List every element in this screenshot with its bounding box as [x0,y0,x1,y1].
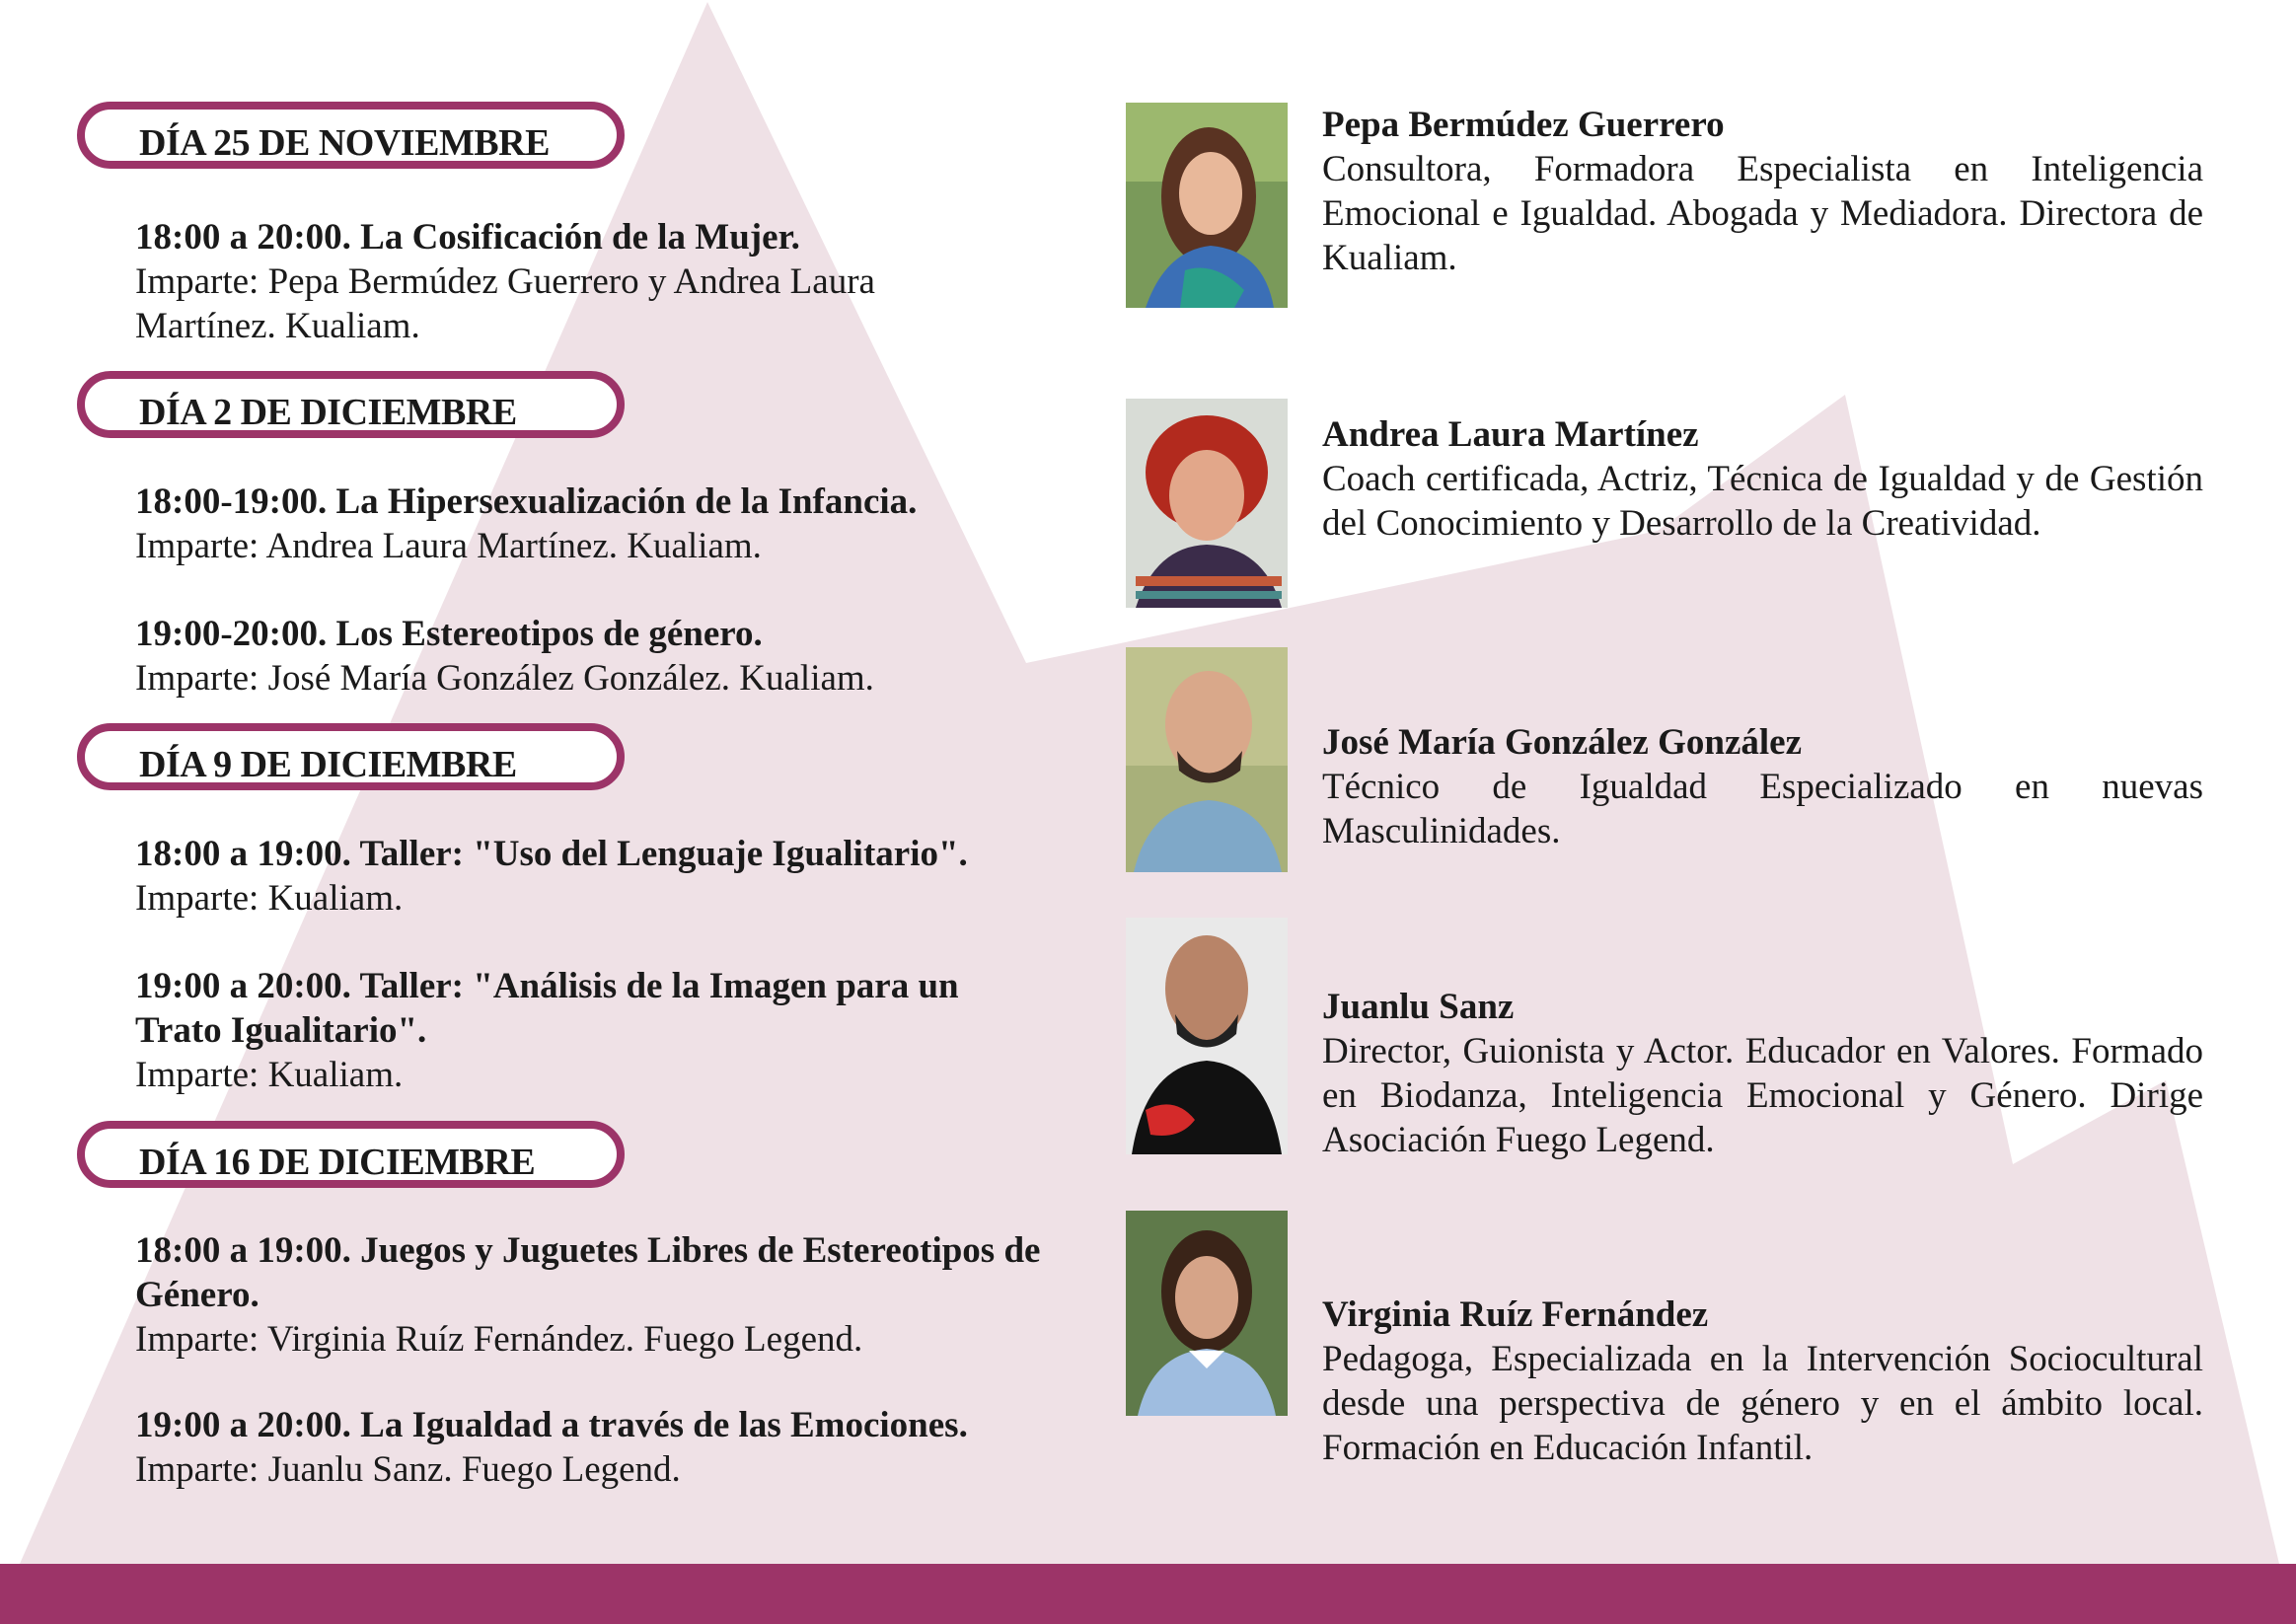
speaker-name: Virginia Ruíz Fernández [1322,1294,1709,1335]
speaker-photo [1126,1211,1288,1416]
day-label: DÍA 2 DE DICIEMBRE [139,392,517,433]
session [135,1403,1073,1492]
session-title: 19:00 a 20:00. La Igualdad a través de las Emociones. [135,1405,968,1445]
speaker-photo [1126,647,1288,872]
session-title: 19:00-20:00. Los Estereotipos de género. [135,614,763,654]
speaker-description: Coach certificada, Actriz, Técnica de Igualdad y de Gestión del Conocimiento y Desarrollo de la Creatividad. [1322,459,2203,544]
session-instructor: Imparte: Virginia Ruíz Fernández. Fuego Legend. [135,1319,863,1360]
session [135,215,994,348]
session-instructor: Imparte: Kualiam. [135,878,404,919]
speaker-bio [1322,103,2203,280]
speaker-description: Consultora, Formadora Especialista en Inteligencia Emocional e Igualdad. Abogada y Mediadora. Directora de Kualiam. [1322,149,2203,278]
session [135,964,1053,1097]
session-instructor: Imparte: Pepa Bermúdez Guerrero y Andrea Laura Martínez. Kualiam. [135,261,875,346]
speaker-name: Pepa Bermúdez Guerrero [1322,105,1725,145]
session-title: 18:00 a 19:00. Taller: "Uso del Lenguaje Igualitario". [135,834,968,874]
speaker-description: Técnico de Igualdad Especializado en nuevas Masculinidades. [1322,767,2203,851]
speaker-name: José María González González [1322,722,1803,763]
speaker-photo [1126,399,1288,608]
session [135,612,1073,701]
day-label: DÍA 9 DE DICIEMBRE [139,744,517,785]
day-label: DÍA 16 DE DICIEMBRE [139,1142,536,1183]
session [135,1228,1082,1362]
day-header [77,102,625,169]
session-title: 18:00 a 19:00. Juegos y Juguetes Libres de Estereotipos de Género. [135,1230,1041,1315]
session [135,832,1073,921]
session [135,480,1073,568]
speaker-photo [1126,918,1288,1154]
speaker-name: Juanlu Sanz [1322,987,1515,1027]
speaker-description: Pedagoga, Especializada en la Intervención Sociocultural desde una perspectiva de género y en el ámbito local. Formación en Educación Infantil. [1322,1339,2203,1468]
session-instructor: Imparte: Andrea Laura Martínez. Kualiam. [135,526,762,566]
session-title: 18:00-19:00. La Hipersexualización de la Infancia. [135,481,918,522]
speaker-name: Andrea Laura Martínez [1322,414,1699,455]
session-title: 18:00 a 20:00. La Cosificación de la Mujer. [135,217,800,258]
speaker-bio [1322,985,2203,1162]
session-instructor: Imparte: Juanlu Sanz. Fuego Legend. [135,1449,681,1490]
speaker-description: Director, Guionista y Actor. Educador en Valores. Formado en Biodanza, Inteligencia Emocional y Género. Dirige Asociación Fuego Legend. [1322,1031,2203,1160]
session-instructor: Imparte: Kualiam. [135,1055,404,1095]
speaker-bio [1322,720,2203,853]
session-title: 19:00 a 20:00. Taller: "Análisis de la Imagen para un Trato Igualitario". [135,966,959,1051]
day-header [77,1121,625,1188]
day-label: DÍA 25 DE NOVIEMBRE [139,122,550,164]
day-header [77,371,625,438]
speaker-bio [1322,412,2203,546]
speaker-bio [1322,1292,2203,1470]
session-instructor: Imparte: José María González González. Kualiam. [135,658,874,699]
day-header [77,723,625,790]
bottom-bar [0,1564,2296,1624]
speaker-photo [1126,103,1288,308]
